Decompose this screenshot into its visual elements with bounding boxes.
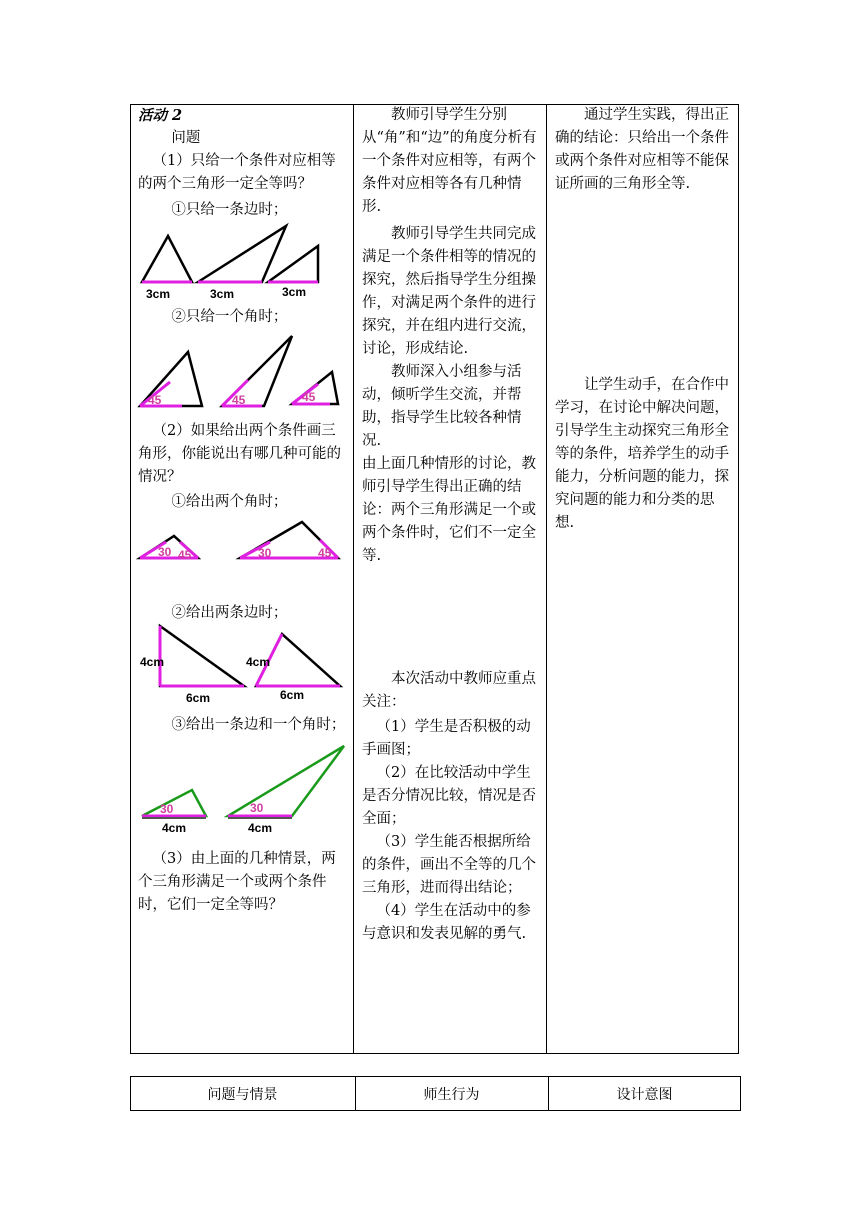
side-label: 4cm	[246, 655, 271, 669]
side-label: 4cm	[140, 655, 165, 669]
angle-label: 45	[302, 390, 316, 404]
angle-label: 45	[232, 393, 246, 407]
case-one-side: ①只给一条边时；	[171, 202, 288, 218]
side-label: 6cm	[280, 688, 305, 702]
case-side-and-angle: ③给出一条边和一个角时；	[171, 717, 346, 733]
header-problem: 问题与情景	[207, 1087, 278, 1103]
right-column	[555, 104, 732, 196]
question-3: （3）由上面的几种情景，两个三角形满足一个或两个条件时，它们一定全等吗？	[138, 851, 336, 913]
left-column	[138, 104, 348, 222]
middle-column	[362, 668, 539, 946]
design-intent-1: 通过学生实践，得出正确的结论：只给出一个条件或两个条件对应相等不能保证所画的三角形全等.	[555, 107, 729, 192]
focus-item-3: （3）学生能否根据所给的条件，画出不全等的几个三角形，进而得出结论；	[362, 834, 536, 896]
angle-label: 30	[258, 546, 272, 560]
header-intent: 设计意图	[616, 1087, 673, 1103]
angle-label: 30	[250, 801, 264, 815]
side-label: 4cm	[162, 821, 187, 835]
side-label: 3cm	[282, 285, 307, 299]
teacher-guidance-4: 由上面几种情形的讨论，教师引导学生得出正确的结论：两个三角形满足一个或两个条件时，它们不一定全等.	[362, 456, 536, 564]
angle-label: 45	[148, 393, 162, 407]
focus-item-4: （4）学生在活动中的参与意识和发表见解的勇气.	[362, 903, 531, 942]
figure-one-side	[136, 220, 348, 304]
case-two-angles: ①给出两个角时；	[171, 494, 288, 510]
angle-label: 45	[318, 546, 332, 560]
figure-one-angle	[136, 332, 348, 412]
left-column	[138, 848, 348, 917]
left-column	[138, 420, 348, 514]
teacher-guidance-3: 教师深入小组参与活动，倾听学生交流，并帮助，指导学生比较各种情况.	[362, 364, 522, 449]
right-column	[555, 374, 732, 535]
case-two-sides: ②给出两条边时；	[171, 605, 288, 621]
question-heading: 问题	[171, 130, 201, 146]
middle-column	[362, 104, 539, 568]
column-divider	[353, 104, 354, 1054]
focus-item-2: （2）在比较活动中学生是否分情况比较，情况是否全面；	[362, 765, 536, 827]
angle-label: 45	[178, 548, 192, 562]
side-label: 3cm	[146, 287, 171, 301]
focus-item-1: （1）学生是否积极的动手画图；	[362, 719, 531, 758]
left-column	[138, 714, 348, 737]
figure-two-angles	[136, 512, 348, 568]
angle-label: 30	[158, 545, 172, 559]
figure-side-and-angle	[136, 742, 348, 836]
case-one-angle: ②只给一个角时；	[171, 309, 288, 325]
design-intent-2: 让学生动手，在合作中学习，在讨论中解决问题，引导学生主动探究三角形全等的条件，培养学生的动手能力，分析问题的能力，探究问题的能力和分类的思想.	[555, 377, 729, 531]
angle-label: 30	[160, 802, 174, 816]
left-column	[138, 306, 348, 329]
side-label: 3cm	[210, 287, 235, 301]
teacher-guidance-1: 教师引导学生分别从“角”和“边”的角度分析有一个条件对应相等，有两个条件对应相等各有几种情形.	[362, 107, 537, 215]
focus-heading: 本次活动中教师应重点关注：	[362, 671, 536, 710]
side-label: 4cm	[248, 821, 273, 835]
column-divider	[546, 104, 547, 1054]
teacher-guidance-2: 教师引导学生共同完成满足一个条件相等的情况的探究，然后指导学生分组操作，对满足两个条件的进行探究，并在组内进行交流，讨论，形成结论.	[362, 226, 536, 357]
header-behavior: 师生行为	[423, 1087, 480, 1103]
question-1: （1）只给一个条件对应相等的两个三角形一定全等吗？	[138, 153, 336, 192]
activity-title: 活动 2	[138, 107, 183, 124]
side-label: 6cm	[186, 691, 211, 705]
question-2: （2）如果给出两个条件画三角形，你能说出有哪几种可能的情况？	[138, 423, 341, 485]
figure-two-sides	[136, 622, 348, 706]
